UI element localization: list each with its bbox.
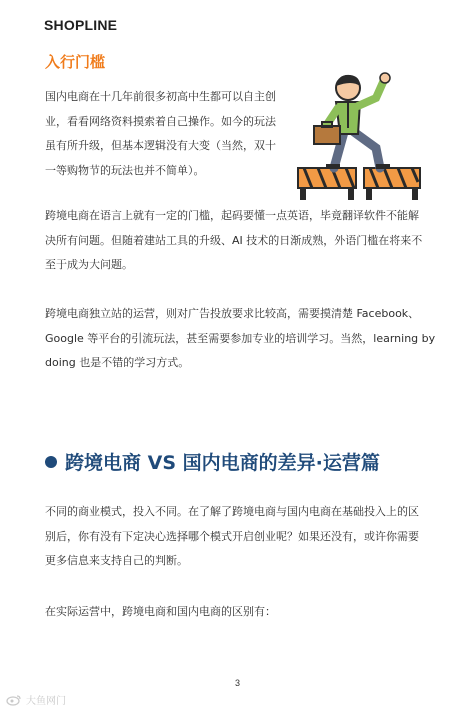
watermark [6, 692, 66, 707]
text-line: 决所有问题。但随着建站工具的升级、AI 技术的日渐成熟，外语门槛在将来不 [45, 233, 423, 247]
weibo-icon [6, 694, 22, 706]
text-line: Google 等平台的引流玩法，甚至需要参加专业的培训学习。当然，learning by [45, 331, 436, 345]
page-number: 3 [234, 678, 240, 688]
brand-logo: SHOPLINE [44, 17, 118, 33]
text-line: 跨境电商在语言上就有一定的门槛，起码要懂一点英语，毕竟翻译软件不能解 [45, 209, 419, 222]
text-line: 业，看看网络资料摸索着自己操作。如今的玩法 [45, 114, 276, 128]
hurdle-right-icon [364, 168, 420, 200]
text-line: 国内电商在十几年前很多初高中生都可以自主创 [45, 90, 276, 103]
text-line: 至于成为大问题。 [45, 258, 133, 271]
businessman-hurdles-illustration [294, 70, 424, 202]
text-line: 别后，你有没有下定决心选择哪个模式开启创业呢？如果还没有，或许你需要 [45, 529, 419, 543]
watermark-text: 大鱼网门 [26, 696, 66, 707]
text-line: 虽有所升级，但基本逻辑没有大变（当然，双十 [45, 139, 276, 152]
text-line: 一等购物节的玩法也并不简单）。 [45, 163, 205, 177]
section-heading-text: 跨境电商 VS 国内电商的差异·运营篇 [65, 452, 380, 474]
paragraph-domestic-entry [45, 85, 276, 183]
section-heading [45, 448, 380, 475]
text-line: 更多信息来支持自己的判断。 [45, 554, 188, 567]
paragraph-operations-intro [45, 600, 276, 625]
paragraph-crossborder-language [45, 204, 422, 278]
text-line: doing 也是不错的学习方式。 [45, 356, 190, 369]
bullet-dot-icon [45, 456, 57, 468]
text-line: 不同的商业模式，投入不同。在了解了跨境电商与国内电商在基础投入上的区 [45, 505, 419, 518]
paragraph-business-models [45, 500, 419, 574]
text-line: 在实际运营中，跨境电商和国内电商的区别有： [45, 605, 276, 618]
hurdle-left-icon [298, 168, 356, 200]
paragraph-independent-site [45, 302, 435, 376]
text-line: 跨境电商独立站的运营，则对广告投放要求比较高，需要摸清楚 Facebook、 [45, 307, 420, 320]
section-title: 入行门槛 [45, 53, 106, 71]
